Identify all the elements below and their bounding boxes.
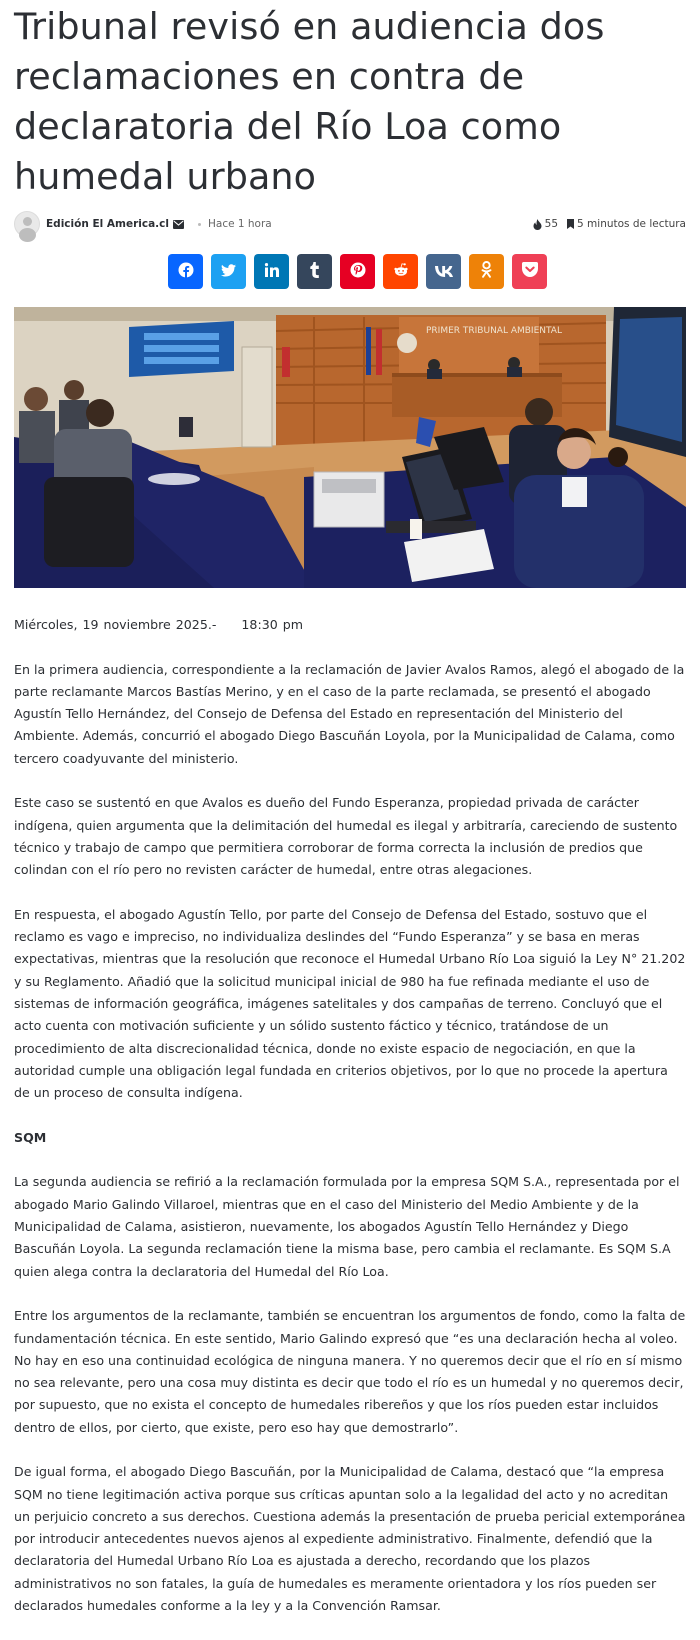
courtroom-photo: [14, 307, 686, 588]
article-title: Tribunal revisó en audiencia dos reclamaciones en contra de declaratoria del Río Loa como humedal urbano: [14, 5, 605, 198]
section-subheading: SQM: [14, 1129, 47, 1145]
odnoklassniki-icon: [481, 261, 492, 282]
pinterest-icon: [350, 262, 366, 282]
paragraph: Entre los argumentos de la reclamante, también se encuentran los argumentos de fondo, como la falta de fundamentación técnica. En este sentido, Mario Galindo expresó que “es una declaración hecha al voleo. No hay en eso una continuidad ecológica de ninguna manera. Y no queremos decir que el río en sí mismo no sea relevante, pero una cosa muy distinta es decir que todo el río es un humedal y no queremos decir, por supuesto, que no exista el concepto de humedales ribereños y que los ríos pueden estar incluidos dentro de ellos, por cierto, que existe, pero eso hay que demostrarlo”.: [14, 1308, 686, 1435]
share-pocket-button[interactable]: [512, 254, 547, 289]
tribunal-sign: PRIMER TRIBUNAL AMBIENTAL: [426, 326, 562, 336]
featured-image: [14, 307, 686, 588]
reddit-icon: [393, 262, 409, 282]
envelope-icon[interactable]: [173, 220, 184, 229]
article-time: 18:30 pm: [241, 617, 303, 632]
facebook-icon: [178, 262, 194, 282]
share-reddit-button[interactable]: [383, 254, 418, 289]
read-time: [558, 218, 686, 230]
share-tumblr-button[interactable]: [297, 254, 332, 289]
bookmark-icon: [567, 219, 574, 229]
article-date-line: [14, 614, 686, 636]
article-date: Miércoles, 19 noviembre 2025.-: [14, 617, 217, 632]
tumblr-icon: [310, 262, 320, 282]
share-vk-button[interactable]: [426, 254, 461, 289]
paragraph: La segunda audiencia se refirió a la reclamación formulada por la empresa SQM S.A., representada por el abogado Mario Galindo Villaroel, mientras que en el caso del Ministerio del Medio Ambiente y de la Municipalidad de Calama, asistieron, nuevamente, los abogados Agustín Tello Hernández y Diego Bascuñán Loyola. La segunda reclamación tiene la misma base, pero cambia el reclamante. Es SQM S.A quien alega contra la declaratoria del Humedal del Río Loa.: [14, 1174, 680, 1279]
views-counter: [533, 218, 558, 230]
author-link[interactable]: Edición El America.cl: [46, 218, 169, 230]
paragraph: De igual forma, el abogado Diego Bascuñán, por la Municipalidad de Calama, destacó que “la empresa SQM no tiene legitimación activa porque sus críticas apuntan solo a la legalidad del acto y no acreditan un perjuicio concreto a sus derechos. Cuestiona además la presentación de prueba pericial extemporánea por introducir antecedentes nuevos ajenos al expediente administrativo. Finalmente, defendió que la declaratoria del Humedal Urbano Río Loa es ajustada a derecho, recordando que los plazos administrativos no son fatales, la guía de humedales es meramente orientadora y los ríos pueden ser declarados humedales conforme a la ley y a la Convención Ramsar.: [14, 1464, 686, 1614]
share-buttons: [168, 254, 547, 289]
share-twitter-button[interactable]: [211, 254, 246, 289]
share-pinterest-button[interactable]: [340, 254, 375, 289]
article-body: [14, 614, 686, 1640]
share-linkedin-button[interactable]: [254, 254, 289, 289]
views-count: 55: [544, 218, 559, 230]
pocket-icon: [522, 262, 538, 281]
paragraph: Este caso se sustentó en que Avalos es dueño del Fundo Esperanza, propiedad privada de carácter indígena, quien argumenta que la delimitación del humedal es ilegal y arbitraría, careciendo de sustento técnico y trabajo de campo que permitiera corroborar de forma correcta la inclusión de predios que colindan con el río pero no revisten carácter de humedal, entre otras alegaciones.: [14, 795, 678, 878]
share-odnoklassniki-button[interactable]: [469, 254, 504, 289]
vk-icon: [435, 262, 453, 281]
read-time-label: 5 minutos de lectura: [577, 218, 686, 230]
post-meta: [14, 210, 686, 238]
post-time-ago: Hace 1 hora: [207, 218, 272, 230]
share-facebook-button[interactable]: [168, 254, 203, 289]
author-avatar[interactable]: [14, 211, 40, 237]
paragraph: En la primera audiencia, correspondiente a la reclamación de Javier Avalos Ramos, alegó el abogado de la parte reclamante Marcos Bastías Merino, y en el caso de la parte reclamada, se presentó el abogado Agustín Tello Hernández, del Consejo de Defensa del Estado en representación del Ministerio del Ambiente. Además, concurrió el abogado Diego Bascuñán Loyola, por la Municipalidad de Calama, como tercero coadyuvante del ministerio.: [14, 661, 685, 766]
paragraph: En respuesta, el abogado Agustín Tello, por parte del Consejo de Defensa del Estado, sostuvo que el reclamo es vago e impreciso, no individualiza deslindes del “Fundo Esperanza” y se basa en meras expectativas, mientras que la resolución que reconoce el Humedal Urbano Río Loa siguió la Ley N° 21.202 y su Reglamento. Añadió que la solicitud municipal inicial de 980 ha fue refinada mediante el uso de sistemas de información geográfica, imágenes satelitales y dos campañas de terreno. Concluyó que el acto cuenta con motivación suficiente y un sólido sustento fáctico y técnico, tratándose de un procedimiento de alta discrecionalidad técnica, donde no existe espacio de negociación, en que la autoridad cumple una obligación legal fundada en criterios objetivos, por lo que no procede la apertura de un proceso de consulta indígena.: [14, 906, 686, 1101]
linkedin-icon: [265, 262, 279, 281]
fire-icon: [533, 219, 542, 230]
twitter-icon: [221, 262, 236, 281]
meta-separator: [198, 223, 201, 226]
